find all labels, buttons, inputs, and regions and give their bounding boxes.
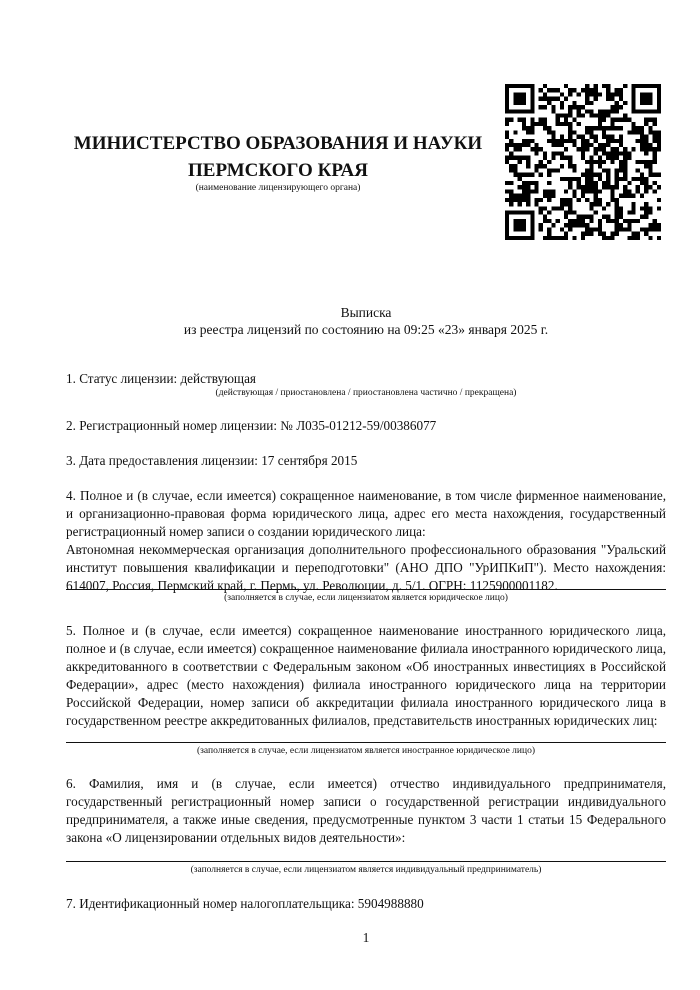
entrepreneur-note: (заполняется в случае, если лицензиатом является индивидуальный предприниматель) (190, 865, 542, 875)
extract-subtitle: из реестра лицензий по состоянию на 09:25 «23» января 2025 г. (183, 322, 549, 337)
entrepreneur-label: 6. Фамилия, имя и (в случае, если имеется) отчество индивидуального предпринимателя, государственный регистрационный номер записи о государственной регистрации индивидуального предпринимателя, а также иные сведения, предусмотренные пунктом 3 части 1 статьи 15 Федерального закона «О лицензировании отдельных видов деятельности»: (66, 776, 666, 845)
registration-number: 2. Регистрационный номер лицензии: № Л035-01212-59/00386077 (66, 418, 437, 433)
licensing-authority (40, 130, 516, 184)
authority-line1: МИНИСТЕРСТВО ОБРАЗОВАНИЯ И НАУКИ (73, 133, 483, 154)
page-number: 1 (362, 930, 370, 945)
foreign-entity-label: 5. Полное и (в случае, если имеется) сокращенное наименование иностранного юридического лица, полное и (в случае, если имеется) сокращенное наименование филиала иностранного юридического лица, аккредитованного в соответствии с Федеральным законом «Об иностранных инвестициях в Российской Федерации», адрес (место нахождения) филиала иностранного юридического лица на территории Российской Федерации, номер записи об аккредитации филиала иностранного юридического лица в государственном реестре аккредитованных филиалов, представительств иностранных юридических лиц: (66, 623, 666, 728)
legal-entity-value: Автономная некоммерческая организация дополнительного профессионального образования "Уральский институт повышения квалификации и переподготовки" (АНО ДПО "УрИПКиП"). Место нахождения: 614007, Россия, Пермский край, г. Пермь, ул. Революции, д. 5/1. ОГРН: 1125900001182. (66, 542, 666, 593)
taxpayer-id: 7. Идентификационный номер налогоплательщика: 5904988880 (66, 896, 424, 911)
extract-title: Выписка (340, 305, 392, 320)
authority-note: (наименование лицензирующего органа) (195, 183, 361, 193)
legal-entity-label: 4. Полное и (в случае, если имеется) сокращенное наименование, в том числе фирменное наименование, и организационно-правовая форма юридического лица, адрес его места нахождения, государственный регистрационный номер записи о создании юридического лица: (66, 488, 666, 539)
legal-entity-underline (66, 589, 666, 590)
license-status: 1. Статус лицензии: действующая (66, 371, 257, 386)
license-date: 3. Дата предоставления лицензии: 17 сентября 2015 (66, 453, 358, 468)
foreign-entity-underline (66, 742, 666, 743)
entrepreneur-underline (66, 861, 666, 862)
legal-entity-note: (заполняется в случае, если лицензиатом является юридическое лицо) (224, 593, 508, 603)
status-note: (действующая / приостановлена / приостановлена частично / прекращена) (215, 388, 517, 398)
foreign-entity-note: (заполняется в случае, если лицензиатом является иностранное юридическое лицо) (197, 746, 535, 756)
authority-line2: ПЕРМСКОГО КРАЯ (188, 160, 368, 181)
qr-code-icon (505, 84, 661, 240)
